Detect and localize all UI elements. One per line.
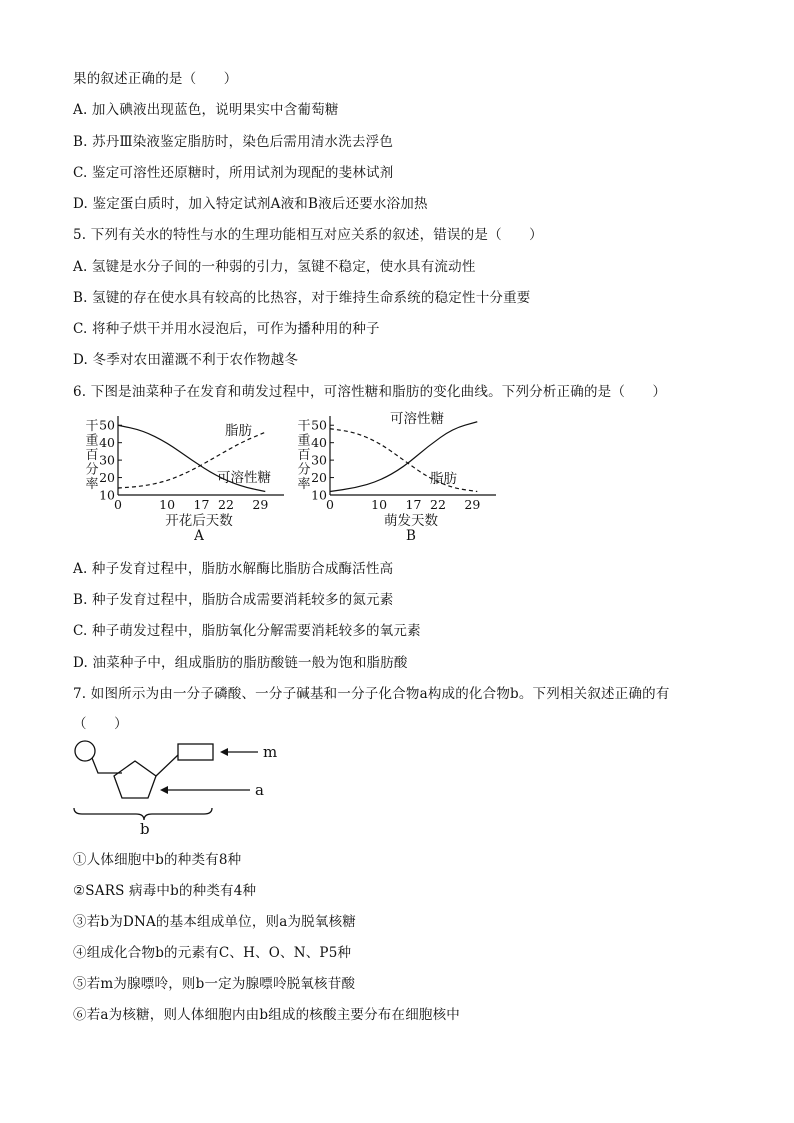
label-a: a [255,781,264,799]
chart-a [70,408,290,548]
brace [74,808,212,820]
chart-b-x-tick-label: 10 [371,497,388,512]
chart-a-y-tick-label: 30 [99,452,115,468]
q5-option-b: B. 氢键的存在使水具有较高的比热容，对于维持生命系统的稳定性十分重要 [73,290,531,306]
q4-stem: 果的叙述正确的是（ ） [73,71,238,87]
chart-b-title: B [406,528,416,544]
chart-b-ylabel-char: 分 [297,462,311,478]
arrow-a-head [160,786,168,794]
q7-statement-2: ②SARS 病毒中b的种类有4种 [73,883,257,899]
chart-a-label-fat: 脂肪 [225,423,252,439]
chart-b-xlabel: 萌发天数 [384,513,438,529]
q7-statement-3: ③若b为DNA的基本组成单位，则a为脱氧核糖 [73,914,356,930]
chart-a-x-tick-label: 17 [193,497,210,512]
q5-option-d: D. 冬季对农田灌溉不利于农作物越冬 [73,352,299,368]
chart-b-label-soluble-sugar: 可溶性糖 [390,411,444,427]
chart-b-y-tick-label: 30 [311,452,327,468]
q6-option-b: B. 种子发育过程中，脂肪合成需要消耗较多的氮元素 [73,592,394,608]
q6-option-c: C. 种子萌发过程中，脂肪氧化分解需要消耗较多的氧元素 [73,623,421,639]
pentose-pentagon [114,761,156,798]
chart-b-y-tick-label: 40 [311,435,327,451]
label-b: b [140,820,150,838]
chart-b-label-fat: 脂肪 [430,471,457,487]
chart-a-x-tick-label: 29 [252,497,269,512]
chart-a-xlabel: 开花后天数 [165,513,233,529]
q6-option-d: D. 油菜种子中，组成脂肪的脂肪酸链一般为饱和脂肪酸 [73,655,408,671]
q4-option-b: B. 苏丹Ⅲ染液鉴定脂肪时，染色后需用清水洗去浮色 [73,134,394,150]
chart-a-ylabel-char: 百 [85,448,99,463]
q4-option-a: A. 加入碘液出现蓝色，说明果实中含葡萄糖 [73,102,339,118]
q7-stem: 7. 如图所示为由一分子磷酸、一分子碱基和一分子化合物a构成的化合物b。下列相关叙述正确的有 [73,686,670,702]
arrow-m-head [220,748,228,756]
chart-b-x-tick-label: 29 [464,497,481,512]
chart-a-x-tick-label: 10 [159,497,176,512]
q7-statement-4: ④组成化合物b的元素有C、H、O、N、P5种 [73,945,352,961]
chart-a-ylabel-char: 干 [85,419,99,434]
label-m: m [263,743,278,761]
nucleotide-diagram [64,733,284,838]
chart-b-y-tick-label: 10 [311,487,327,503]
q4-option-c: C. 鉴定可溶性还原糖时，所用试剂为现配的斐林试剂 [73,165,394,181]
q4-option-d: D. 鉴定蛋白质时，加入特定试剂A液和B液后还要水浴加热 [73,196,428,212]
chart-a-y-tick-label: 40 [99,435,115,451]
q5-option-c: C. 将种子烘干并用水浸泡后，可作为播种用的种子 [73,321,380,337]
q6-option-a: A. 种子发育过程中，脂肪水解酶比脂肪合成酶活性高 [73,561,394,577]
chart-a-y-tick-label: 50 [99,417,115,433]
chart-a-ylabel-char: 率 [85,477,99,492]
q7-statement-6: ⑥若a为核糖，则人体细胞内由b组成的核酸主要分布在细胞核中 [73,1007,460,1023]
q5-stem: 5. 下列有关水的特性与水的生理功能相互对应关系的叙述，错误的是（ ） [73,227,543,243]
chart-a-y-tick-label: 10 [99,487,115,503]
chart-b-ylabel-char: 百 [297,448,311,463]
chart-b-x-tick-label: 0 [326,497,334,512]
chart-a-title: A [194,528,204,544]
chart-b-ylabel-char: 率 [297,477,311,492]
q6-stem: 6. 下图是油菜种子在发育和萌发过程中，可溶性糖和脂肪的变化曲线。下列分析正确的是（ ） [73,384,667,400]
base-bond [156,755,178,776]
chart-b-y-tick-label: 20 [311,470,327,486]
chart-b-x-tick-label: 17 [405,497,422,512]
chart-b-y-tick-label: 50 [311,417,327,433]
base-rect [178,744,213,760]
chart-a-y-tick-label: 20 [99,470,115,486]
q7-statement-5: ⑤若m为腺嘌呤，则b一定为腺嘌呤脱氧核苷酸 [73,976,356,992]
q7-paren: （ ） [73,716,128,732]
chart-b-ylabel-char: 干 [297,419,311,434]
chart-b-ylabel-char: 重 [297,433,311,449]
phosphate-bond [92,758,122,773]
chart-b-x-tick-label: 22 [430,497,446,512]
chart-a-x-tick-label: 22 [218,497,234,512]
q7-statement-1: ①人体细胞中b的种类有8种 [73,852,242,868]
chart-a-x-tick-label: 0 [114,497,122,512]
q5-option-a: A. 氢键是水分子间的一种弱的引力，氢键不稳定，使水具有流动性 [73,259,476,275]
chart-b [282,408,502,548]
chart-a-ylabel-char: 分 [85,462,99,478]
chart-a-ylabel-char: 重 [85,433,99,449]
chart-a-label-soluble-sugar: 可溶性糖 [217,470,271,486]
